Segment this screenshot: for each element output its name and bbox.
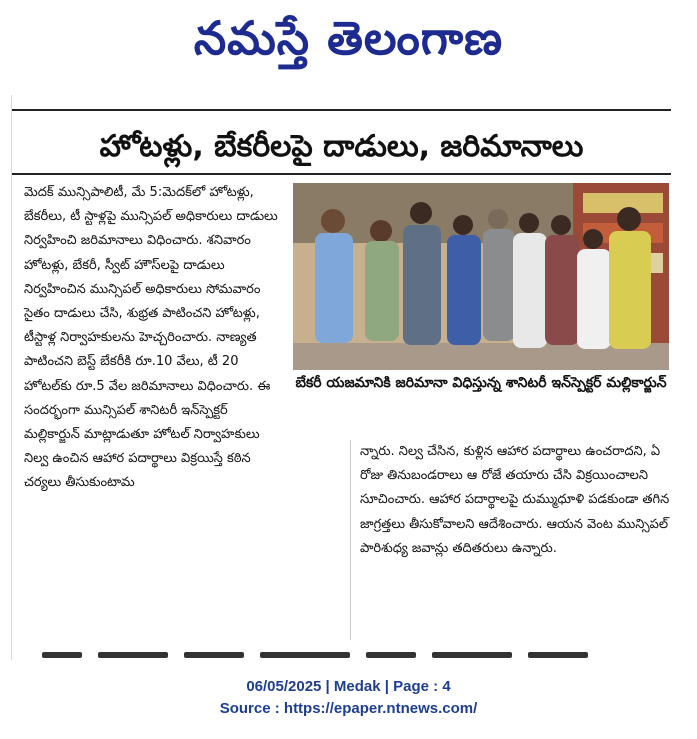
article-photo xyxy=(293,183,669,370)
footer-source-link[interactable]: Source : https://epaper.ntnews.com/ xyxy=(219,700,478,717)
photo-caption: బేకరీ యజమానికి జరిమానా విధిస్తున్న శానిటరీ ఇన్‌స్పెక్టర్ మల్లికార్జున్ xyxy=(295,375,667,391)
article-headline: హోటళ్లు, బేకరీలపై దాడులు, జరిమానాలు xyxy=(99,129,584,164)
photo-illustration xyxy=(293,183,669,370)
cut-off-next-article xyxy=(42,648,642,658)
article-clipping xyxy=(11,95,671,660)
top-rule xyxy=(12,109,671,111)
article-body-right-text: న్నారు. నిల్వ చేసిన, కుళ్లిన ఆహార పదార్థాలు ఉంచరాదని, ఏ రోజు తినుబండరాలు ఆ రోజే తయారు చేసి విక్రయించాలని సూచించారు. ఆహార పదార్థాలపై దుమ్ముధూళి పడకుండా తగిన జాగ్రత్తలు తీసుకోవాలని ఆదేశించారు. ఆయన వెంట మున్సిపల్ పారిశుధ్య జవాన్లు తదితరులు ఉన్నారు. xyxy=(360,444,670,556)
column-divider xyxy=(350,440,351,640)
masthead xyxy=(0,8,697,68)
article-body-left xyxy=(24,181,286,491)
headline-rule xyxy=(12,173,671,175)
page-footer xyxy=(0,676,697,720)
newspaper-title: నమస్తే తెలంగాణ xyxy=(193,11,504,65)
footer-date-edition: 06/05/2025 | Medak | Page : 4 xyxy=(246,678,451,695)
article-body-right xyxy=(360,440,670,561)
article-body-left-text: మెదక్ మున్సిపాలిటీ, మే 5:మెదక్‌లో హోటళ్లు, బేకరీలు, టీ స్టాళ్లపై మున్సిపల్ అధికారులు దాడులు నిర్వహించి జరిమానాలు విధించారు. శనివారం హోటళ్లు, బేకరీ, స్వీట్ హౌస్‌లపై దాడులు నిర్వహించిన మున్సిపల్ అధికారులు సోమవారం సైతం దాడులు చేసి, శుభ్రత పాటించని హోటళ్లు, టీస్టాళ్ల నిర్వాహకులను హెచ్చరించారు. నాణ్యత పాటించని బెస్ట్ బేకరీకి రూ.10 వేలు, టీ 20 హోటల్‌కు రూ.5 వేల జరిమానాలు విధించారు. ఈ సందర్భంగా మున్సిపల్ శానిటరీ ఇన్‌స్పెక్టర్ మల్లికార్జున్ మాట్లాడుతూ హోటల్ నిర్వాహకులు నిల్వ ఉంచిన ఆహార పదార్థాలు విక్రయిస్తే కఠిన చర్యలు తీసుకుంటామ xyxy=(24,185,278,491)
